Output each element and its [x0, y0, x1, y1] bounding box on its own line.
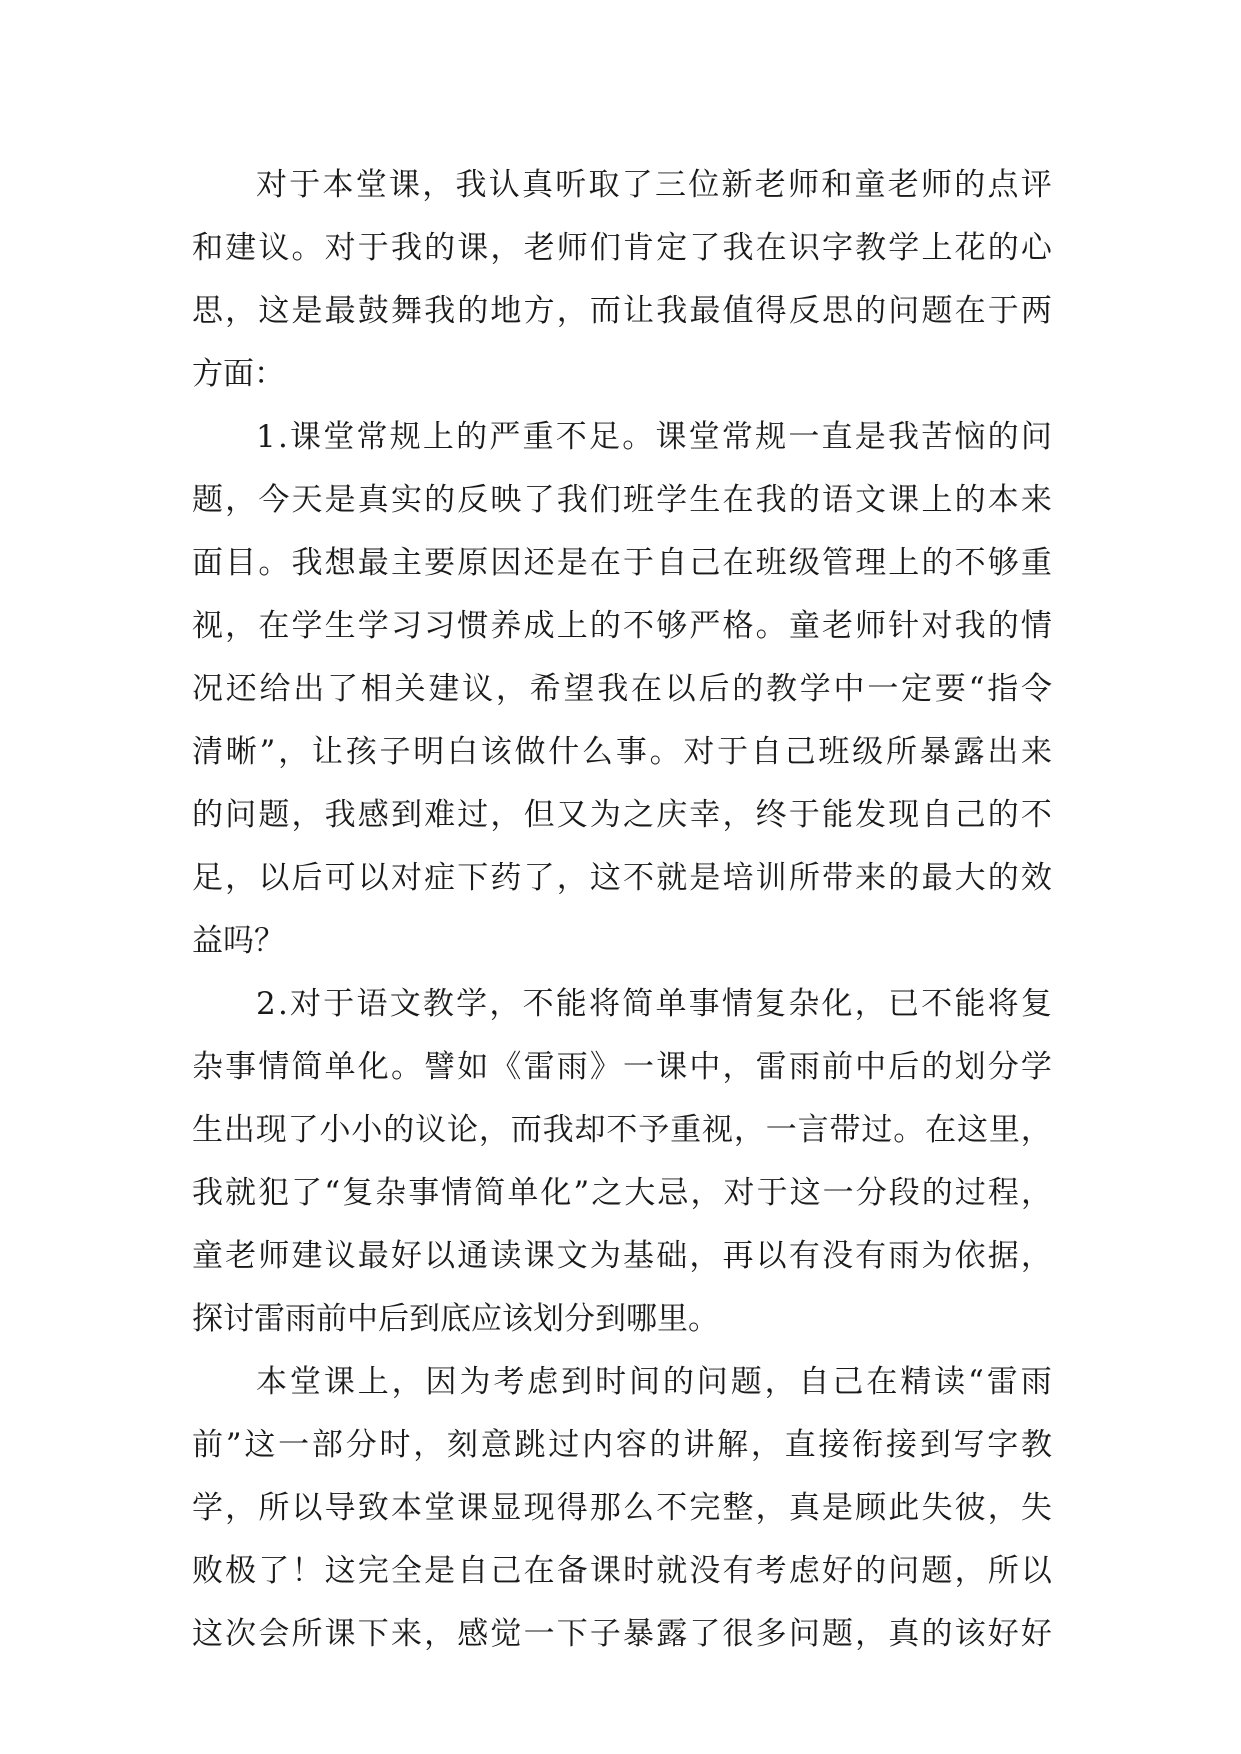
text-line: 方面： — [192, 356, 285, 392]
text-line: 视 ， 在 学 生 学 习 习 惯 养 成 上 的 不 够 严 格 。 童 老 师 针 对 我 的 情 — [192, 608, 1052, 644]
text-line: 本 堂 课 上 ， 因 为 考 虑 到 时 间 的 问 题 ， 自 己 在 精 读 “ 雷 雨 — [256, 1364, 1052, 1400]
text-line: 前 ” 这 一 部 分 时 ， 刻 意 跳 过 内 容 的 讲 解 ， 直 接 衔 接 到 写 字 教 — [192, 1427, 1052, 1463]
text-line: 2 . 对 于 语 文 教 学 ， 不 能 将 简 单 事 情 复 杂 化 ， 已 不 能 将 复 — [256, 986, 1052, 1022]
text-line: 生 出 现 了 小 小 的 议 论 ， 而 我 却 不 予 重 视 ， 一 言 带 过 。 在 这 里 ， — [192, 1112, 1052, 1148]
text-line: 杂 事 情 简 单 化 。 譬 如 《 雷 雨 》 一 课 中 ， 雷 雨 前 中 后 的 划 分 学 — [192, 1049, 1052, 1085]
text-line: 学 ， 所 以 导 致 本 堂 课 显 现 得 那 么 不 完 整 ， 真 是 顾 此 失 彼 ， 失 — [192, 1490, 1052, 1526]
text-line: 的 问 题 ， 我 感 到 难 过 ， 但 又 为 之 庆 幸 ， 终 于 能 发 现 自 己 的 不 — [192, 797, 1052, 833]
text-line: 足 ， 以 后 可 以 对 症 下 药 了 ， 这 不 就 是 培 训 所 带 来 的 最 大 的 效 — [192, 860, 1052, 896]
text-line: 题 ， 今 天 是 真 实 的 反 映 了 我 们 班 学 生 在 我 的 语 文 课 上 的 本 来 — [192, 482, 1052, 518]
text-line: 我 就 犯 了 “ 复 杂 事 情 简 单 化 ” 之 大 忌 ， 对 于 这 一 分 段 的 过 程 ， — [192, 1175, 1052, 1211]
text-line: 童 老 师 建 议 最 好 以 通 读 课 文 为 基 础 ， 再 以 有 没 有 雨 为 依 据 ， — [192, 1238, 1052, 1274]
text-line: 对 于 本 堂 课 ， 我 认 真 听 取 了 三 位 新 老 师 和 童 老 师 的 点 评 — [256, 167, 1052, 203]
text-line: 败 极 了 ！ 这 完 全 是 自 己 在 备 课 时 就 没 有 考 虑 好 的 问 题 ， 所 以 — [192, 1553, 1052, 1589]
document-body — [192, 154, 1052, 1666]
text-line: 况 还 给 出 了 相 关 建 议 ， 希 望 我 在 以 后 的 教 学 中 一 定 要 “ 指 令 — [192, 671, 1052, 707]
text-line: 清 晰 ” ， 让 孩 子 明 白 该 做 什 么 事 。 对 于 自 己 班 级 所 暴 露 出 来 — [192, 734, 1052, 770]
text-line: 1 . 课 堂 常 规 上 的 严 重 不 足 。 课 堂 常 规 一 直 是 我 苦 恼 的 问 — [256, 419, 1052, 455]
text-line: 面 目 。 我 想 最 主 要 原 因 还 是 在 于 自 己 在 班 级 管 理 上 的 不 够 重 — [192, 545, 1052, 581]
text-line: 思 ， 这 是 最 鼓 舞 我 的 地 方 ， 而 让 我 最 值 得 反 思 的 问 题 在 于 两 — [192, 293, 1052, 329]
text-line: 探讨雷雨前中后到底应该划分到哪里。 — [192, 1301, 719, 1337]
text-line: 益吗？ — [192, 923, 285, 959]
text-line: 和 建 议 。 对 于 我 的 课 ， 老 师 们 肯 定 了 我 在 识 字 教 学 上 花 的 心 — [192, 230, 1052, 266]
text-line: 这 次 会 所 课 下 来 ， 感 觉 一 下 子 暴 露 了 很 多 问 题 ， 真 的 该 好 好 — [192, 1616, 1052, 1652]
